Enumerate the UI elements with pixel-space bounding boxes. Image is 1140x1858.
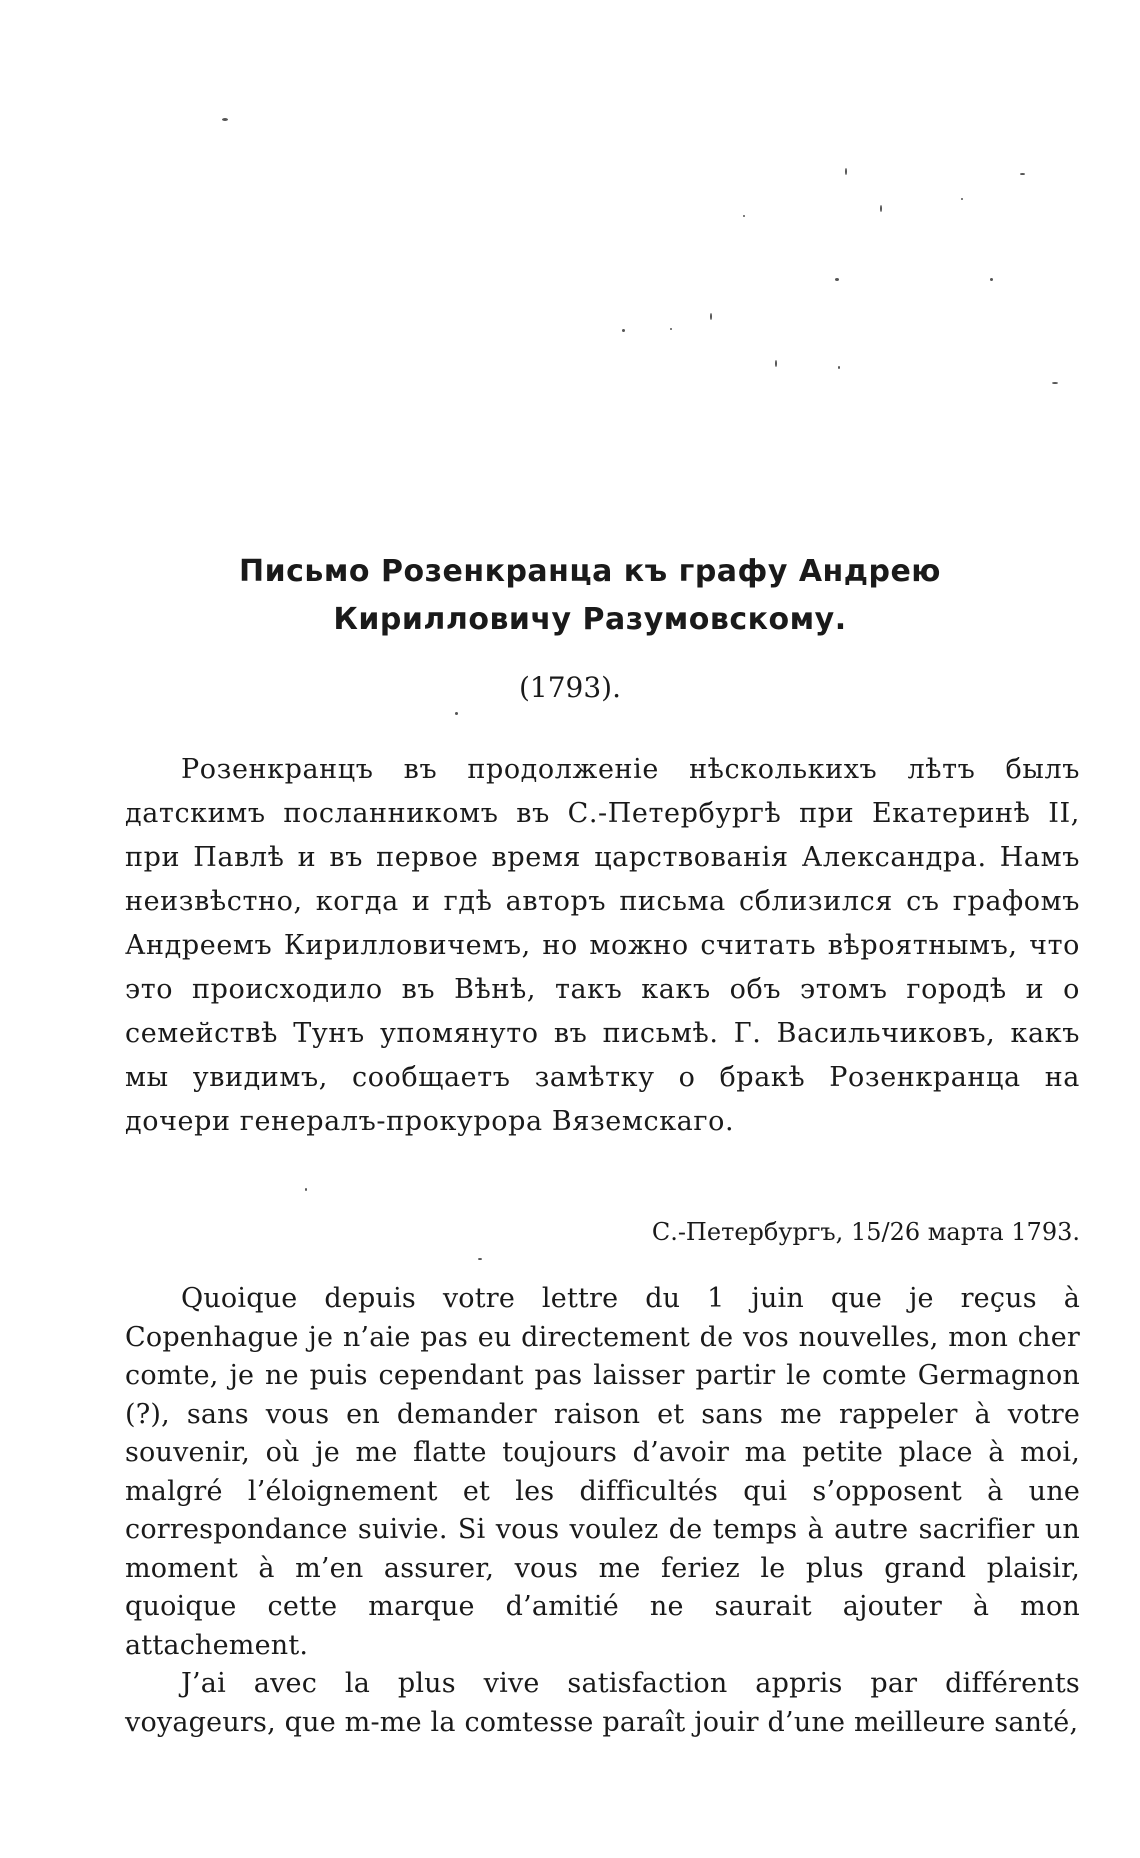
scan-speck: [961, 198, 963, 200]
scan-speck: [305, 1188, 307, 1191]
letter-dateline: С.-Петербургъ, 15/26 марта 1793.: [651, 1218, 1080, 1246]
letter-title: Письмо Розенкранца къ графу Андрею Кирилловичу Разумовскому.: [239, 554, 941, 637]
scan-speck: [670, 328, 672, 330]
scan-speck: [880, 205, 882, 212]
scan-speck: [622, 329, 625, 332]
scan-speck: [845, 168, 847, 175]
scan-speck: [478, 1258, 482, 1260]
letter-body: [125, 1280, 1080, 1742]
letter-paragraph: Quoique depuis votre lettre du 1 juin que je reçus à Copenhague je n’aie pas eu directement de vos nouvelles, mon cher comte, je ne puis cependant pas laisser partir le comte Germagnon (?), sans vous en demander raison et sans me rappeler à votre souvenir, où je me flatte toujours d’avoir ma petite place à moi, malgré l’éloignement et les difficultés qui s’opposent à une correspondance suivie. Si vous voulez de temps à autre sacrifier un moment à m’en assurer, vous me feriez le plus grand plaisir, quoique cette marque d’amitié ne saurait ajouter à mon attachement.: [125, 1283, 1080, 1661]
scan-speck: [775, 360, 777, 367]
scan-speck: [222, 118, 228, 121]
letter-paragraph: J’ai avec la plus vive satisfaction appris par différents voyageurs, que m-me la comtesse paraît jouir d’une meilleure santé,: [125, 1668, 1080, 1738]
scan-speck: [838, 366, 840, 369]
scan-speck: [743, 215, 745, 217]
scan-speck: [990, 278, 993, 281]
editorial-introduction: [125, 748, 1080, 1144]
scan-speck: [455, 712, 458, 715]
letter-year: (1793).: [518, 671, 621, 704]
scan-speck: [710, 313, 712, 320]
scan-speck: [1020, 173, 1025, 175]
scan-speck: [835, 278, 839, 281]
scan-speck: [1052, 382, 1058, 384]
intro-paragraph: Розенкранцъ въ продолженіе нѣсколькихъ лѣтъ былъ датскимъ посланникомъ въ С.-Петербургѣ при Екатеринѣ II, при Павлѣ и въ первое время царствованія Александра. Намъ неизвѣстно, когда и гдѣ авторъ письма сблизился съ графомъ Андреемъ Кирилловичемъ, но можно считать вѣроятнымъ, что это происходило въ Вѣнѣ, такъ какъ объ этомъ городѣ и о семействѣ Тунъ упомянуто въ письмѣ. Г. Васильчиковъ, какъ мы увидимъ, сообщаетъ замѣтку о бракѣ Розенкранца на дочери генералъ-прокурора Вяземскаго.: [125, 754, 1080, 1137]
